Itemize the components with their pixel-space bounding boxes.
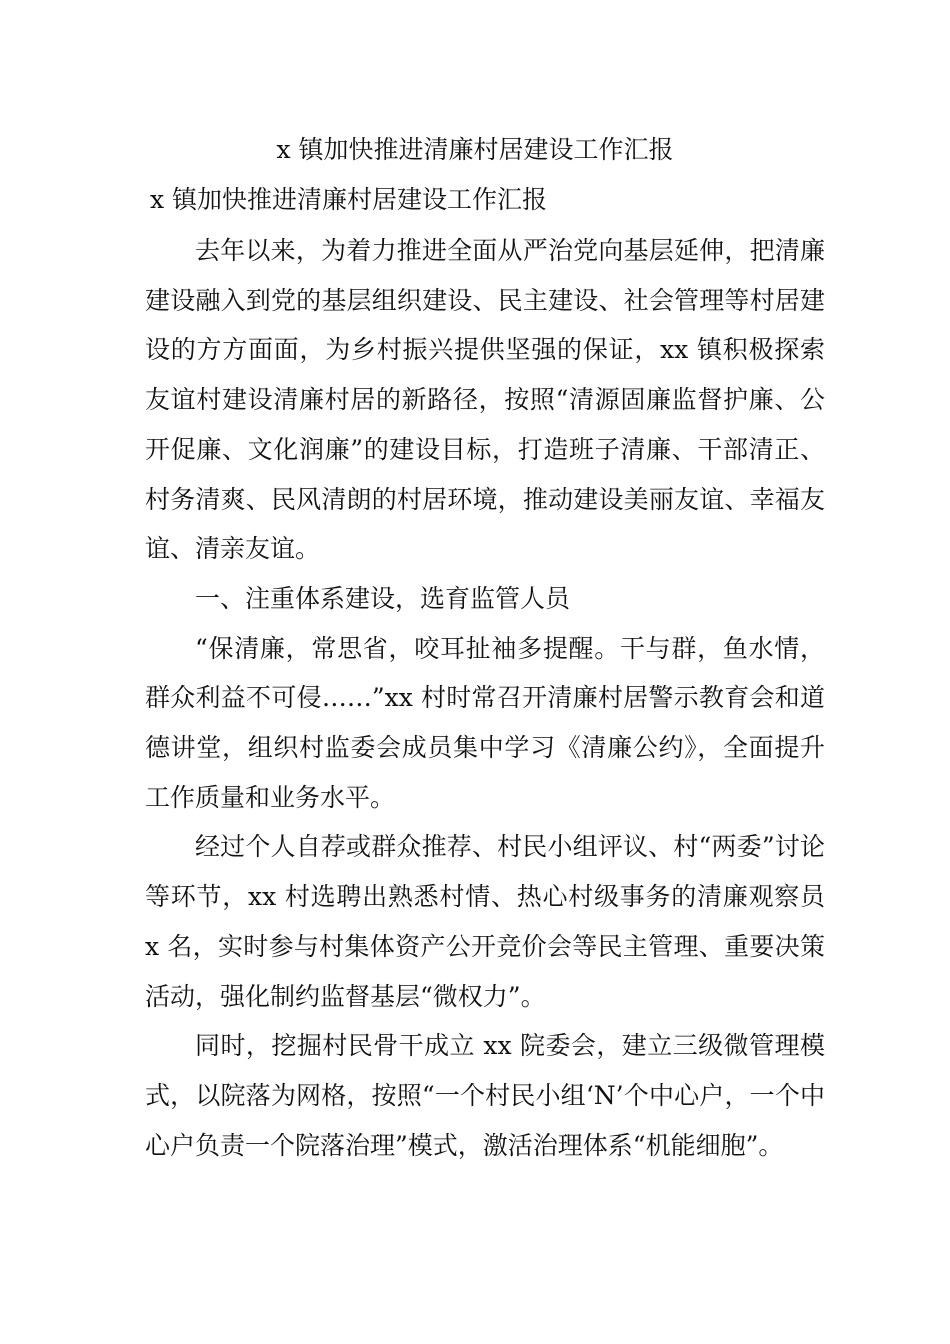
- paragraph-intro: 去年以来，为着力推进全面从严治党向基层延伸，把清廉建设融入到党的基层组织建设、民主建设、社会管理等村居建设的方方面面，为乡村振兴提供坚强的保证，xx 镇积极探索友谊村建设清廉村居的新路径，按照“清源固廉监督护廉、公开促廉、文化润廉”的建设目标，打造班子清廉、干部清正、村务清爽、民风清朗的村居环境，推动建设美丽友谊、幸福友谊、清亲友谊。: [145, 236, 825, 564]
- section-heading-1: 一、注重体系建设，选育监管人员: [195, 583, 571, 613]
- document-title: x 镇加快推进清廉村居建设工作汇报: [276, 135, 674, 164]
- document-subtitle: x 镇加快推进清廉村居建设工作汇报: [150, 185, 548, 214]
- paragraph-observers: 经过个人自荐或群众推荐、村民小组评议、村“两委”讨论等环节，xx 村选聘出熟悉村情、热心村级事务的清廉观察员 x 名，实时参与村集体资产公开竞价会等民主管理、重要决策活动，强化制约监督基层“微权力”。: [145, 832, 825, 1011]
- paragraph-courtyard: 同时，挖掘村民骨干成立 xx 院委会，建立三级微管理模式，以院落为网格，按照“一个村民小组‘N’个中心户，一个中心户负责一个院落治理”模式，激活治理体系“机能细胞”。: [145, 1031, 825, 1160]
- document-body: [145, 226, 825, 1170]
- paragraph-education: “保清廉，常思省，咬耳扯袖多提醒。干与群，鱼水情，群众利益不可侵……”xx 村时常召开清廉村居警示教育会和道德讲堂，组织村监委会成员集中学习《清廉公约》，全面提升工作质量和业务水平。: [145, 633, 825, 812]
